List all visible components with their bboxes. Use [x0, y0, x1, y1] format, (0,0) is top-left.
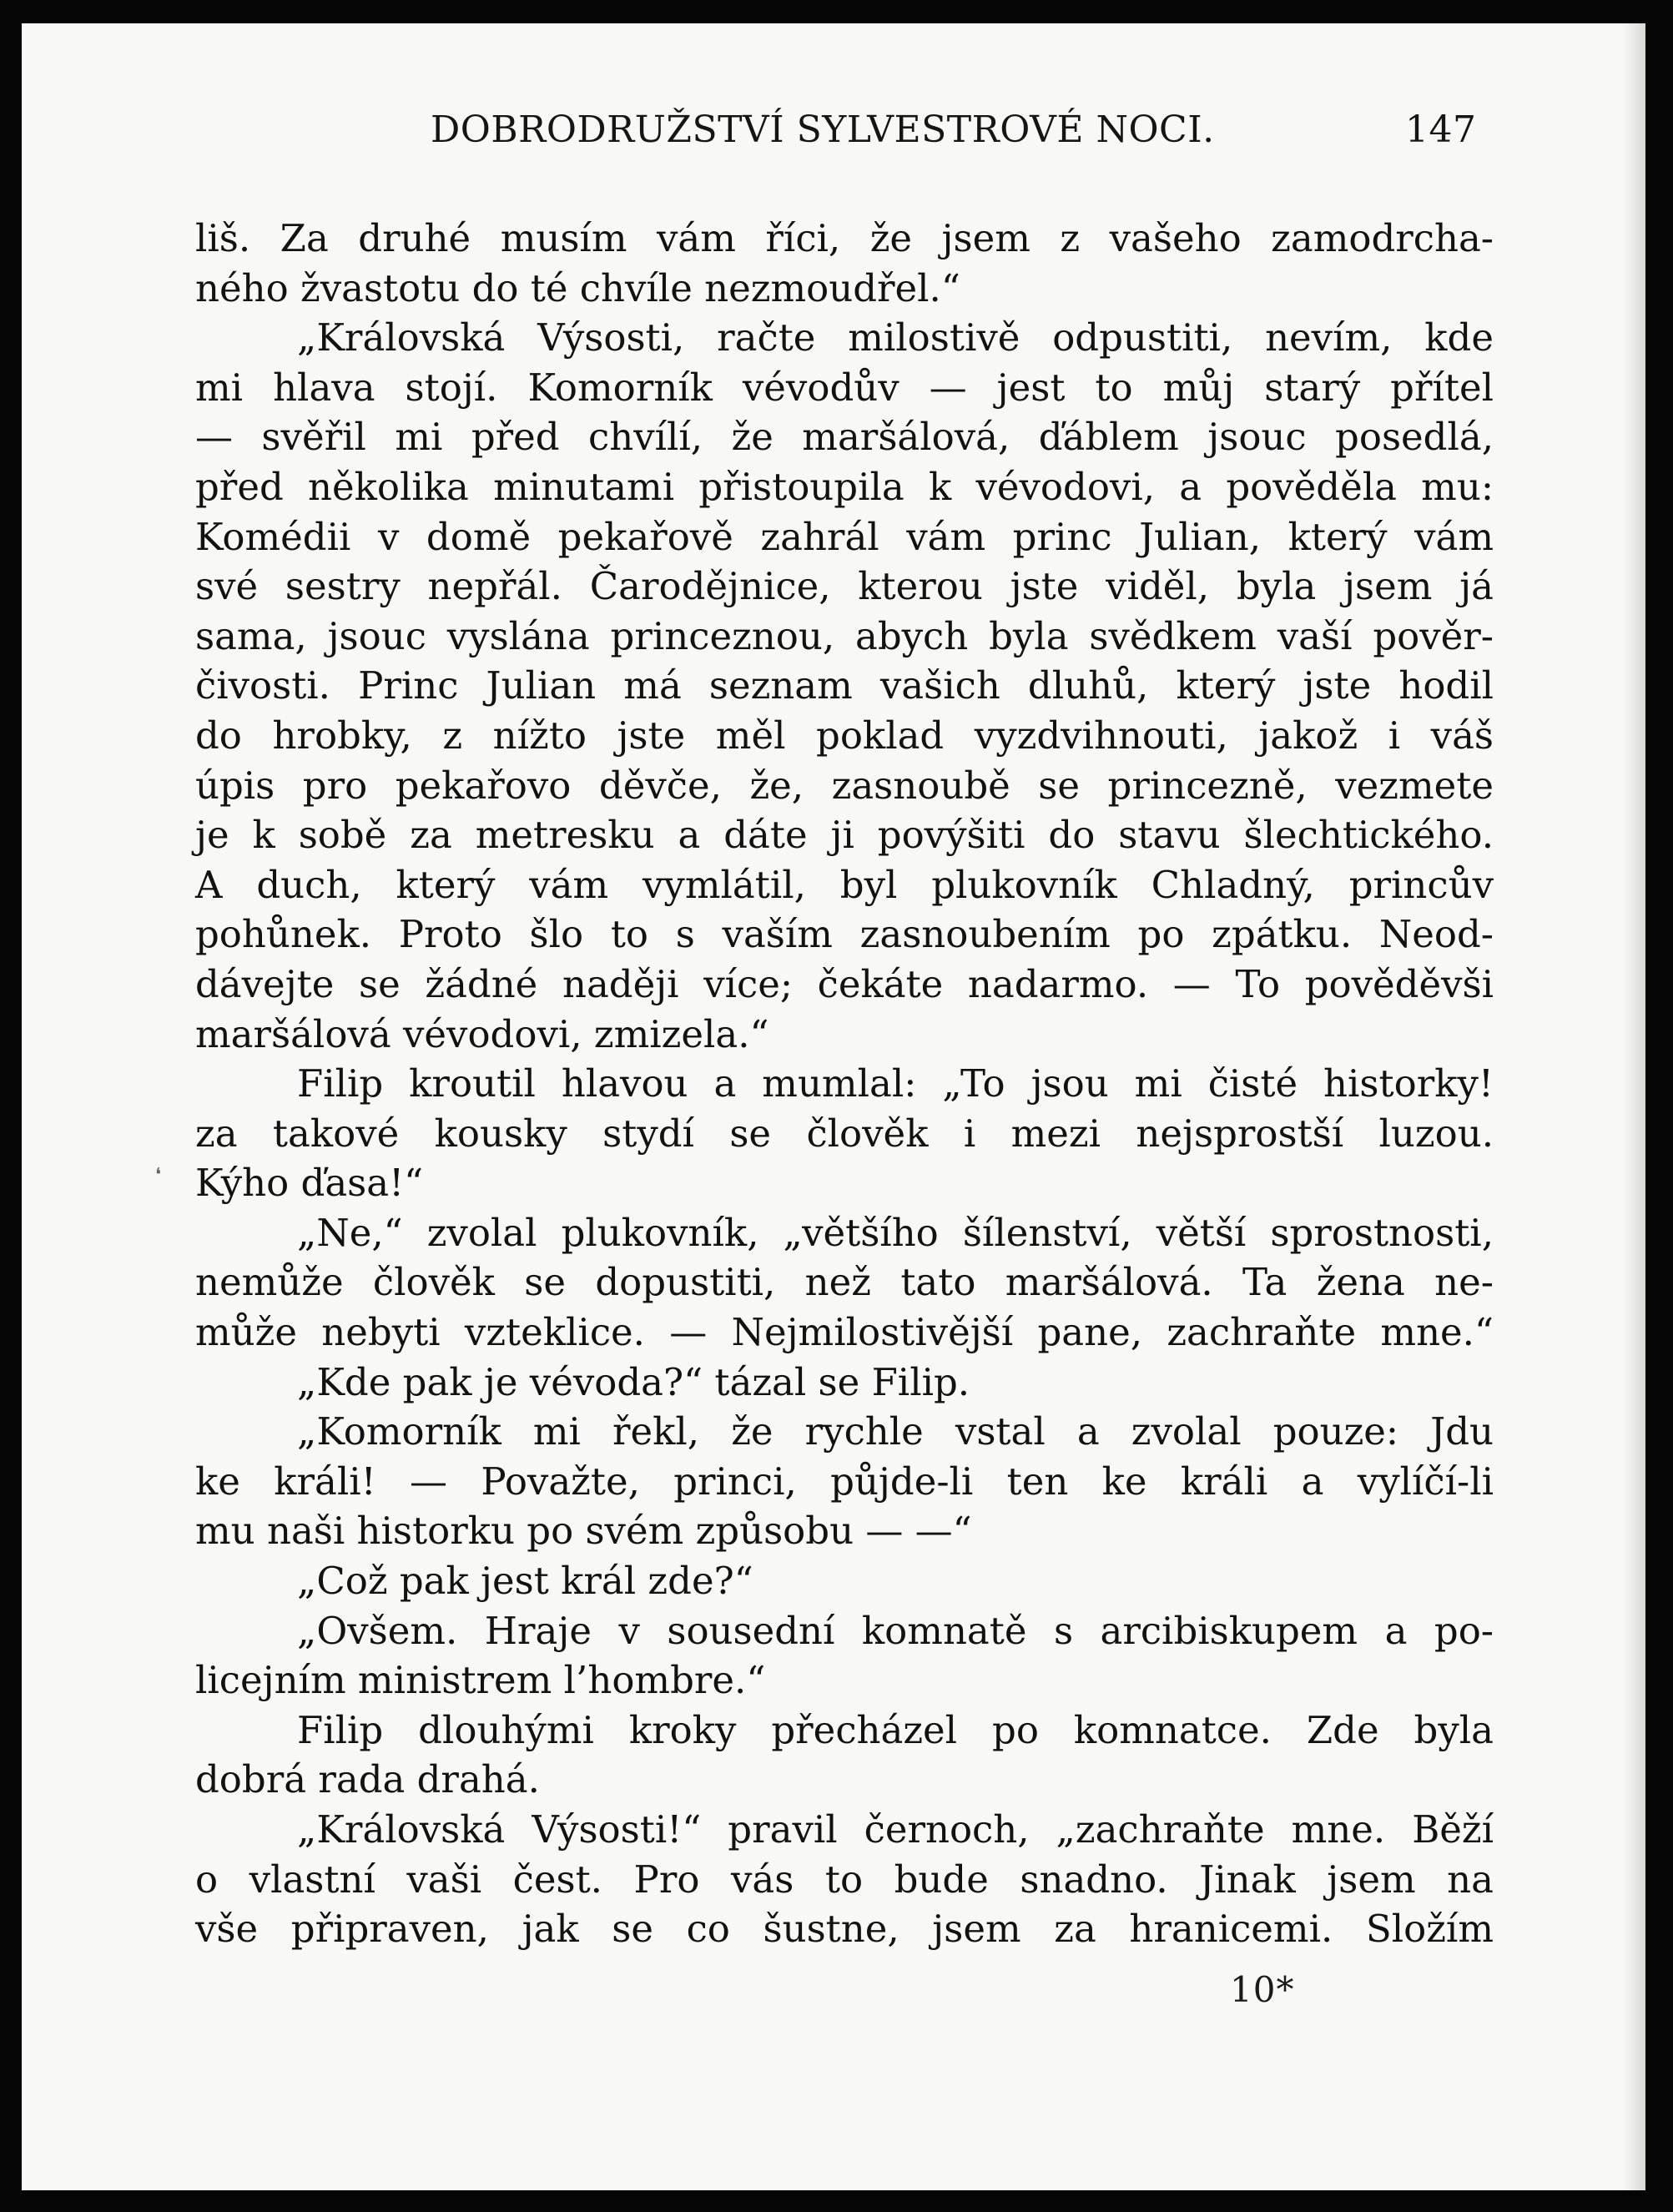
page-number: 147 [1405, 108, 1477, 151]
text-line: Kýho ďasa!“ [195, 1161, 424, 1206]
text-line: své sestry nepřál. Čarodějnice, kterou jste viděl, byla jsem já [195, 564, 1494, 609]
text-line: Komédii v domě pekařově zahrál vám princ Julian, který vám [195, 514, 1494, 559]
text-line: úpis pro pekařovo děvče, že, zasnoubě se princezně, vezmete [195, 763, 1494, 808]
text-line: vše připraven, jak se co šustne, jsem za hranicemi. Složím [195, 1907, 1494, 1952]
body-text [195, 214, 1494, 1954]
text-line: — svěřil mi před chvílí, že maršálová, ďáblem jsouc posedlá, [195, 415, 1494, 460]
margin-speck-icon: ❛ [155, 1165, 162, 1186]
text-line: „Což pak jest král zde?“ [297, 1559, 753, 1604]
text-line: ke králi! — Považte, princi, půjde-li ten ke králi a vylíčí-li [195, 1459, 1494, 1504]
text-line: ného žvastotu do té chvíle nezmoudřel.“ [195, 265, 960, 310]
text-line: nemůže člověk se dopustiti, než tato maršálová. Ta žena ne- [195, 1260, 1494, 1305]
text-line: Filip dlouhými kroky přecházel po komnatce. Zde byla [297, 1707, 1494, 1752]
text-line: dobrá rada drahá. [195, 1757, 540, 1802]
signature-mark: 10* [1230, 1969, 1295, 2010]
text-line: Filip kroutil hlavou a mumlal: „To jsou mi čisté historky! [297, 1061, 1494, 1106]
text-line: do hrobky, z nížto jste měl poklad vyzdvihnouti, jakož i váš [195, 713, 1494, 758]
text-line: maršálová vévodovi, zmizela.“ [195, 1011, 769, 1056]
text-line: o vlastní vaši čest. Pro vás to bude snadno. Jinak jsem na [195, 1857, 1494, 1902]
text-line: před několika minutami přistoupila k vévodovi, a pověděla mu: [195, 464, 1494, 509]
book-page [22, 23, 1645, 2190]
text-line: „Královská Výsosti!“ pravil černoch, „zachraňte mne. Běží [297, 1807, 1494, 1852]
text-line: mu naši historku po svém způsobu — —“ [195, 1509, 972, 1554]
text-line: za takové kousky stydí se člověk i mezi nejsprostší luzou. [195, 1111, 1494, 1156]
running-title: DOBRODRUŽSTVÍ SYLVESTROVÉ NOCI. [431, 108, 1215, 151]
text-line: „Kde pak je vévoda?“ tázal se Filip. [297, 1359, 970, 1404]
text-line: A duch, který vám vymlátil, byl plukovník Chladný, princův [195, 862, 1494, 907]
text-line: mi hlava stojí. Komorník vévodův — jest to můj starý přítel [195, 365, 1494, 410]
page-header [22, 108, 1645, 159]
text-line: čivosti. Princ Julian má seznam vašich dluhů, který jste hodil [195, 663, 1494, 708]
text-line: licejním ministrem l’hombre.“ [195, 1658, 766, 1703]
text-line: „Královská Výsosti, račte milostivě odpustiti, nevím, kde [297, 315, 1494, 360]
text-line: „Ne,“ zvolal plukovník, „většího šílenství, větší sprostnosti, [297, 1210, 1494, 1255]
text-line: „Ovšem. Hraje v sousední komnatě s arcibiskupem a po- [297, 1608, 1494, 1653]
text-line: pohůnek. Proto šlo to s vaším zasnoubením po zpátku. Neod- [195, 912, 1494, 957]
text-line: „Komorník mi řekl, že rychle vstal a zvolal pouze: Jdu [297, 1409, 1494, 1454]
text-line: dávejte se žádné naději více; čekáte nadarmo. — To pověděvši [195, 961, 1494, 1006]
text-line: sama, jsouc vyslána princeznou, abych byla svědkem vaší pověr- [195, 613, 1494, 658]
text-line: může nebyti vzteklice. — Nejmilostivější pane, zachraňte mne.“ [195, 1310, 1494, 1355]
text-line: je k sobě za metresku a dáte ji povýšiti do stavu šlechtického. [195, 813, 1494, 858]
text-line: liš. Za druhé musím vám říci, že jsem z vašeho zamodrcha- [195, 216, 1494, 260]
page-edge-shadow [1622, 23, 1645, 2190]
